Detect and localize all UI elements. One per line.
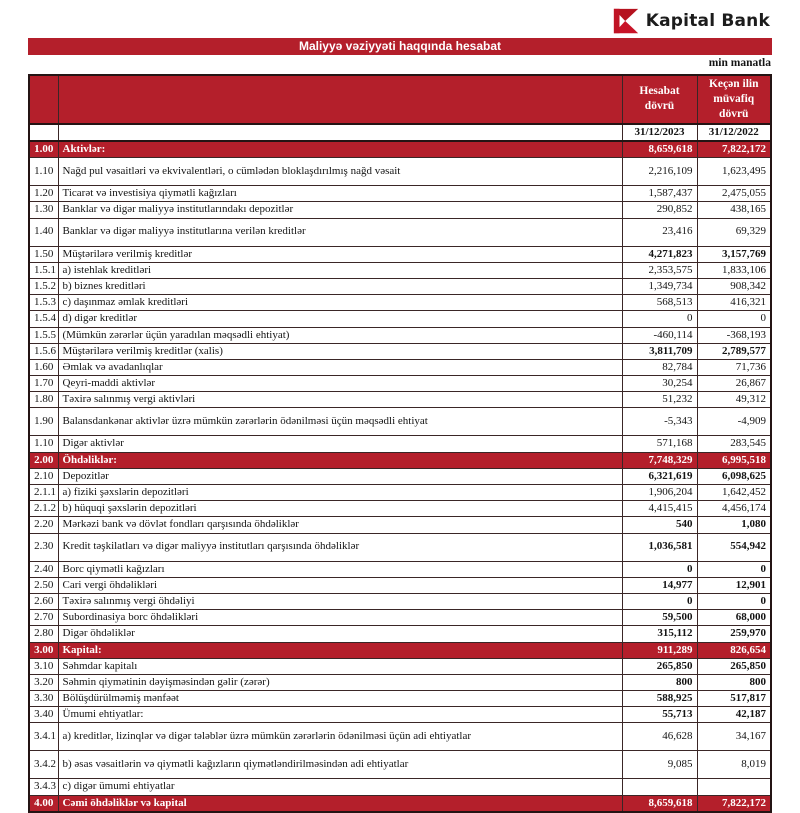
table-row [29, 202, 771, 218]
row-number: 2.30 [29, 533, 58, 561]
value-previous: 1,833,106 [697, 262, 771, 278]
value-current: 2,353,575 [622, 262, 697, 278]
table-row [29, 593, 771, 609]
value-current: 1,906,204 [622, 485, 697, 501]
table-row [29, 610, 771, 626]
value-current: 82,784 [622, 359, 697, 375]
row-label: Təxirə salınmış vergi öhdəliyi [58, 593, 622, 609]
table-row [29, 186, 771, 202]
table-row [29, 311, 771, 327]
table-row [29, 533, 771, 561]
row-label: d) digər kreditlər [58, 311, 622, 327]
value-current: 1,587,437 [622, 186, 697, 202]
value-previous: 34,167 [697, 723, 771, 751]
row-number: 1.5.3 [29, 295, 58, 311]
row-label: Digər öhdəliklər [58, 626, 622, 642]
row-label: Aktivlər: [58, 141, 622, 158]
table-date-row [29, 124, 771, 141]
row-number: 1.10 [29, 436, 58, 452]
table-row [29, 779, 771, 795]
row-number: 3.30 [29, 691, 58, 707]
brand-bar [28, 0, 772, 38]
row-number: 1.00 [29, 141, 58, 158]
value-previous: 12,901 [697, 577, 771, 593]
row-label: Subordinasiya borc öhdəlikləri [58, 610, 622, 626]
row-label: Banklar və digər maliyyə institutlarındakı depozitlər [58, 202, 622, 218]
financial-position-table [28, 74, 772, 813]
row-label: Öhdəliklər: [58, 452, 622, 468]
value-current: 800 [622, 674, 697, 690]
value-current: 4,415,415 [622, 501, 697, 517]
row-label: a) kreditlər, lizinqlər və digər tələblər üzrə mümkün zərərlərin ödənilməsi üçün adi ehtiyatlar [58, 723, 622, 751]
row-number: 2.60 [29, 593, 58, 609]
value-previous: 0 [697, 311, 771, 327]
row-number: 3.40 [29, 707, 58, 723]
row-number: 1.80 [29, 392, 58, 408]
value-previous [697, 779, 771, 795]
row-label: Kredit təşkilatları və digər maliyyə institutları qarşısında öhdəliklər [58, 533, 622, 561]
value-previous: 908,342 [697, 278, 771, 294]
header-current-period: Hesabat dövrü [622, 75, 697, 124]
row-number: 2.40 [29, 561, 58, 577]
row-number: 2.70 [29, 610, 58, 626]
currency-unit-note: min manatla [708, 57, 771, 69]
value-previous: 1,623,495 [697, 158, 771, 186]
value-current: 9,085 [622, 751, 697, 779]
table-header-row [29, 75, 771, 124]
row-number: 1.50 [29, 246, 58, 262]
kapital-bank-logo-text: Kapital Bank [645, 10, 770, 31]
row-number: 1.40 [29, 218, 58, 246]
date-current: 31/12/2023 [622, 124, 697, 141]
value-current: 1,036,581 [622, 533, 697, 561]
table-row [29, 658, 771, 674]
table-row [29, 158, 771, 186]
row-label: Müştərilərə verilmiş kreditlər [58, 246, 622, 262]
row-label: Təxirə salınmış vergi aktivləri [58, 392, 622, 408]
table-row [29, 577, 771, 593]
row-label: Cəmi öhdəliklər və kapital [58, 795, 622, 812]
table-body [29, 141, 771, 812]
row-number: 1.30 [29, 202, 58, 218]
value-previous: 517,817 [697, 691, 771, 707]
value-previous: 2,789,577 [697, 343, 771, 359]
value-previous: 1,642,452 [697, 485, 771, 501]
table-row [29, 691, 771, 707]
value-current: 0 [622, 311, 697, 327]
row-number: 1.5.6 [29, 343, 58, 359]
value-current: 1,349,734 [622, 278, 697, 294]
row-label: b) əsas vəsaitlərin və qiymətli kağızların qiymətləndirilməsindən adi ehtiyatlar [58, 751, 622, 779]
row-number: 1.70 [29, 376, 58, 392]
header-label-cell [58, 75, 622, 124]
value-current: 2,216,109 [622, 158, 697, 186]
row-label: Ticarət və investisiya qiymətli kağızları [58, 186, 622, 202]
value-current: 265,850 [622, 658, 697, 674]
row-label: Səhmin qiymətinin dəyişməsindən gəlir (zərər) [58, 674, 622, 690]
header-previous-period: Keçən ilin müvafiq dövrü [697, 75, 771, 124]
value-current: 6,321,619 [622, 468, 697, 484]
row-number: 3.4.2 [29, 751, 58, 779]
row-number: 1.60 [29, 359, 58, 375]
date-label-cell [58, 124, 622, 141]
value-previous: 7,822,172 [697, 141, 771, 158]
row-number: 3.4.3 [29, 779, 58, 795]
value-previous: 26,867 [697, 376, 771, 392]
row-number: 2.50 [29, 577, 58, 593]
value-current: 55,713 [622, 707, 697, 723]
value-previous: 2,475,055 [697, 186, 771, 202]
table-row [29, 343, 771, 359]
table-row [29, 674, 771, 690]
value-previous: 416,321 [697, 295, 771, 311]
table-row [29, 376, 771, 392]
row-number: 2.1.2 [29, 501, 58, 517]
value-previous: 71,736 [697, 359, 771, 375]
table-row [29, 501, 771, 517]
table-row [29, 561, 771, 577]
table-row [29, 751, 771, 779]
row-number: 2.1.1 [29, 485, 58, 501]
row-label: Digər aktivlər [58, 436, 622, 452]
value-current: 568,513 [622, 295, 697, 311]
row-number: 2.00 [29, 452, 58, 468]
value-current: 0 [622, 593, 697, 609]
header-number-cell [29, 75, 58, 124]
value-previous: 42,187 [697, 707, 771, 723]
value-previous: -368,193 [697, 327, 771, 343]
value-previous: 69,329 [697, 218, 771, 246]
value-current: 588,925 [622, 691, 697, 707]
row-number: 1.5.1 [29, 262, 58, 278]
row-number: 1.90 [29, 408, 58, 436]
table-row [29, 723, 771, 751]
value-previous: 438,165 [697, 202, 771, 218]
value-previous: 6,995,518 [697, 452, 771, 468]
value-current: 23,416 [622, 218, 697, 246]
row-number: 1.10 [29, 158, 58, 186]
value-previous: 49,312 [697, 392, 771, 408]
kapital-bank-logo-icon [613, 8, 639, 34]
row-label: c) digər ümumi ehtiyatlar [58, 779, 622, 795]
row-label: Balansdankənar aktivlər üzrə mümkün zərərlərin ödənilməsi üçün məqsədli ehtiyat [58, 408, 622, 436]
row-number: 2.80 [29, 626, 58, 642]
report-title-banner: Maliyyə vəziyyəti haqqında hesabat [28, 38, 772, 55]
value-previous: -4,909 [697, 408, 771, 436]
value-previous: 283,545 [697, 436, 771, 452]
table-row [29, 707, 771, 723]
row-label: Əmlak və avadanlıqlar [58, 359, 622, 375]
table-row [29, 626, 771, 642]
value-current: -460,114 [622, 327, 697, 343]
value-previous: 800 [697, 674, 771, 690]
row-label: b) hüquqi şəxslərin depozitləri [58, 501, 622, 517]
row-label: Cari vergi öhdəlikləri [58, 577, 622, 593]
value-current: 8,659,618 [622, 795, 697, 812]
value-previous: 259,970 [697, 626, 771, 642]
row-label: Kapital: [58, 642, 622, 658]
row-label: Qeyri-maddi aktivlər [58, 376, 622, 392]
table-row [29, 485, 771, 501]
value-current: 46,628 [622, 723, 697, 751]
value-current: 911,289 [622, 642, 697, 658]
row-label: a) fiziki şəxslərin depozitləri [58, 485, 622, 501]
row-number: 1.5.2 [29, 278, 58, 294]
row-number: 3.4.1 [29, 723, 58, 751]
value-current: 540 [622, 517, 697, 533]
table-row [29, 517, 771, 533]
section-row [29, 795, 771, 812]
value-current: 8,659,618 [622, 141, 697, 158]
row-number: 2.10 [29, 468, 58, 484]
row-label: Borc qiymətli kağızları [58, 561, 622, 577]
table-row [29, 218, 771, 246]
row-number: 3.20 [29, 674, 58, 690]
value-current: 14,977 [622, 577, 697, 593]
value-current: -5,343 [622, 408, 697, 436]
table-row [29, 295, 771, 311]
value-current: 30,254 [622, 376, 697, 392]
row-number: 1.5.4 [29, 311, 58, 327]
value-previous: 7,822,172 [697, 795, 771, 812]
table-row [29, 359, 771, 375]
row-number: 4.00 [29, 795, 58, 812]
row-number: 3.00 [29, 642, 58, 658]
date-previous: 31/12/2022 [697, 124, 771, 141]
value-previous: 0 [697, 593, 771, 609]
row-number: 1.20 [29, 186, 58, 202]
row-label: (Mümkün zərərlər üçün yaradılan məqsədli ehtiyat) [58, 327, 622, 343]
value-previous: 68,000 [697, 610, 771, 626]
row-label: a) istehlak kreditləri [58, 262, 622, 278]
row-label: c) daşınmaz əmlak kreditləri [58, 295, 622, 311]
value-previous: 6,098,625 [697, 468, 771, 484]
table-row [29, 408, 771, 436]
value-current: 59,500 [622, 610, 697, 626]
value-current: 315,112 [622, 626, 697, 642]
date-number-cell [29, 124, 58, 141]
table-row [29, 392, 771, 408]
row-label: Müştərilərə verilmiş kreditlər (xalis) [58, 343, 622, 359]
row-label: Bölüşdürülməmiş mənfəət [58, 691, 622, 707]
value-current: 0 [622, 561, 697, 577]
value-current: 290,852 [622, 202, 697, 218]
row-label: Mərkəzi bank və dövlət fondları qarşısında öhdəliklər [58, 517, 622, 533]
table-row [29, 327, 771, 343]
value-previous: 265,850 [697, 658, 771, 674]
value-previous: 826,654 [697, 642, 771, 658]
value-current: 571,168 [622, 436, 697, 452]
row-number: 3.10 [29, 658, 58, 674]
row-label: Səhmdar kapitalı [58, 658, 622, 674]
section-row [29, 642, 771, 658]
table-row [29, 468, 771, 484]
row-label: Nağd pul vəsaitləri və ekvivalentləri, o cümlədən bloklaşdırılmış nağd vəsait [58, 158, 622, 186]
row-label: Depozitlər [58, 468, 622, 484]
value-current: 3,811,709 [622, 343, 697, 359]
row-number: 1.5.5 [29, 327, 58, 343]
row-label: Banklar və digər maliyyə institutlarına verilən kreditlər [58, 218, 622, 246]
table-row [29, 262, 771, 278]
row-label: Ümumi ehtiyatlar: [58, 707, 622, 723]
table-row [29, 246, 771, 262]
value-previous: 8,019 [697, 751, 771, 779]
row-label: b) biznes kreditləri [58, 278, 622, 294]
value-current: 4,271,823 [622, 246, 697, 262]
value-previous: 554,942 [697, 533, 771, 561]
value-previous: 1,080 [697, 517, 771, 533]
table-row [29, 278, 771, 294]
value-previous: 4,456,174 [697, 501, 771, 517]
section-row [29, 452, 771, 468]
value-current [622, 779, 697, 795]
value-previous: 3,157,769 [697, 246, 771, 262]
table-row [29, 436, 771, 452]
value-current: 51,232 [622, 392, 697, 408]
section-row [29, 141, 771, 158]
row-number: 2.20 [29, 517, 58, 533]
value-previous: 0 [697, 561, 771, 577]
value-current: 7,748,329 [622, 452, 697, 468]
